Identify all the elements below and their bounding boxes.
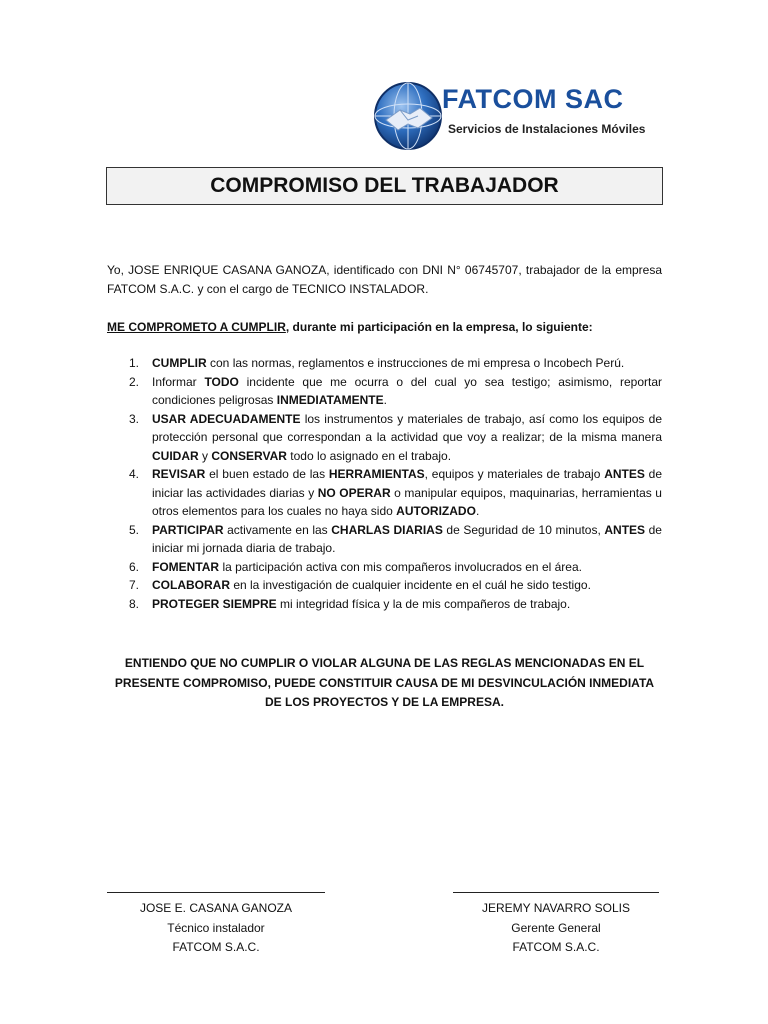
- list-item-emphasis: NO OPERAR: [317, 485, 391, 500]
- signer-company: FATCOM S.A.C.: [512, 940, 600, 954]
- intro-paragraph: Yo, JOSE ENRIQUE CASANA GANOZA, identificado con DNI N° 06745707, trabajador de la empresa FATCOM S.A.C. y con el cargo de TECNICO INSTALADOR.: [107, 263, 662, 296]
- list-item-text: .: [475, 504, 480, 518]
- signer-company: FATCOM S.A.C.: [172, 940, 260, 954]
- list-item-emphasis: CUMPLIR: [152, 356, 207, 370]
- list-item-number: 1.: [129, 356, 140, 370]
- list-item-text: activamente en las: [223, 522, 332, 537]
- list-item-emphasis: USAR ADECUADAMENTE: [152, 411, 301, 426]
- list-item-emphasis: CONSERVAR: [211, 448, 287, 463]
- list-item: [107, 373, 662, 410]
- warning-paragraph: ENTIENDO QUE NO CUMPLIR O VIOLAR ALGUNA DE LAS REGLAS MENCIONADAS EN EL PRESENTE COMPROMISO, PUEDE CONSTITUIR CAUSA DE MI DESVINCULACIÓN INMEDIATA DE LOS PROYECTOS Y DE LA EMPRESA.: [114, 656, 655, 709]
- list-item: [107, 410, 662, 466]
- commitment-heading-rest: , durante mi participación en la empresa, lo siguiente:: [285, 320, 593, 334]
- list-item-number: 4.: [129, 467, 140, 481]
- list-item-emphasis: TODO: [204, 374, 239, 389]
- list-item-text: la participación activa con mis compañeros involucrados en el área.: [219, 559, 582, 574]
- list-item-number: 3.: [129, 411, 140, 426]
- list-item-text: incidente que me ocurra o del cual yo sea testigo; asimismo, reportar condiciones peligrosas: [152, 374, 663, 407]
- list-item-text: .: [383, 393, 387, 407]
- list-item-text: con las normas, reglamentos e instrucciones de mi empresa o Incobech Perú.: [206, 356, 625, 370]
- list-item-emphasis: FOMENTAR: [152, 559, 220, 574]
- list-item-text: Informar: [152, 374, 205, 389]
- brand-tagline: Servicios de Instalaciones Móviles: [448, 122, 646, 136]
- list-item-emphasis: ANTES: [604, 522, 646, 537]
- list-item-text: los instrumentos y materiales de trabajo, así como los equipos de protección personal que correspondan a la actividad que voy a realizar; de la misma manera: [152, 411, 662, 444]
- list-item-emphasis: ANTES: [604, 467, 645, 481]
- list-item-number: 5.: [129, 522, 140, 537]
- title-box: [106, 167, 663, 205]
- list-item-text: el buen estado de las: [205, 467, 329, 481]
- globe-handshake-icon: [372, 80, 444, 152]
- list-item-emphasis: AUTORIZADO: [396, 504, 476, 518]
- signer-role: Técnico instalador: [167, 920, 265, 935]
- list-item-emphasis: CUIDAR: [152, 448, 199, 463]
- list-item-text: de Seguridad de 10 minutos,: [442, 522, 605, 537]
- list-item-emphasis: CHARLAS DIARIAS: [331, 522, 443, 537]
- signer-role: Gerente General: [511, 920, 601, 935]
- commitment-list: [107, 354, 662, 613]
- signature-line: [107, 892, 325, 893]
- list-item-text: o manipular equipos, maquinarias, herramientas u otros elementos para los cuales no haya sido: [152, 485, 662, 518]
- list-item-emphasis: COLABORAR: [152, 578, 230, 592]
- signer-name: JOSE E. CASANA GANOZA: [139, 901, 293, 915]
- signature-line: [453, 892, 659, 893]
- list-item-text: de iniciar las actividades diarias y: [152, 467, 663, 500]
- list-item-emphasis: REVISAR: [152, 467, 206, 481]
- list-item-number: 6.: [129, 559, 140, 574]
- commitment-heading-underlined: ME COMPROMETO A CUMPLIR: [107, 320, 286, 334]
- list-item-number: 7.: [129, 578, 140, 592]
- list-item-text: mi integridad física y la de mis compañeros de trabajo.: [276, 596, 571, 611]
- document-title: COMPROMISO DEL TRABAJADOR: [210, 174, 559, 197]
- list-item-text: , equipos y materiales de trabajo: [424, 467, 605, 481]
- list-item-text: en la investigación de cualquier incidente en el cuál he sido testigo.: [230, 578, 591, 592]
- signer-name: JEREMY NAVARRO SOLIS: [481, 901, 631, 915]
- list-item: [107, 595, 662, 614]
- signature-block-manager: [453, 880, 659, 958]
- list-item-emphasis: PARTICIPAR: [152, 522, 224, 537]
- list-item-text: de iniciar mi jornada diaria de trabajo.: [152, 522, 662, 555]
- commitment-heading: [107, 318, 667, 337]
- list-item-text: todo lo asignado en el trabajo.: [286, 448, 452, 463]
- list-item-emphasis: INMEDIATAMENTE: [276, 393, 384, 407]
- list-item: [107, 521, 662, 558]
- list-item-emphasis: HERRAMIENTAS: [328, 467, 425, 481]
- list-item-emphasis: PROTEGER SIEMPRE: [152, 596, 277, 611]
- list-item-text: y: [198, 448, 212, 463]
- company-logo: [372, 80, 672, 160]
- list-item: [107, 465, 662, 521]
- brand-name: FATCOM SAC: [442, 84, 624, 114]
- list-item: [107, 576, 662, 595]
- list-item-number: 2.: [129, 374, 140, 389]
- list-item: [107, 354, 662, 373]
- list-item-number: 8.: [129, 596, 140, 611]
- signature-block-worker: [107, 880, 325, 958]
- list-item: [107, 558, 662, 577]
